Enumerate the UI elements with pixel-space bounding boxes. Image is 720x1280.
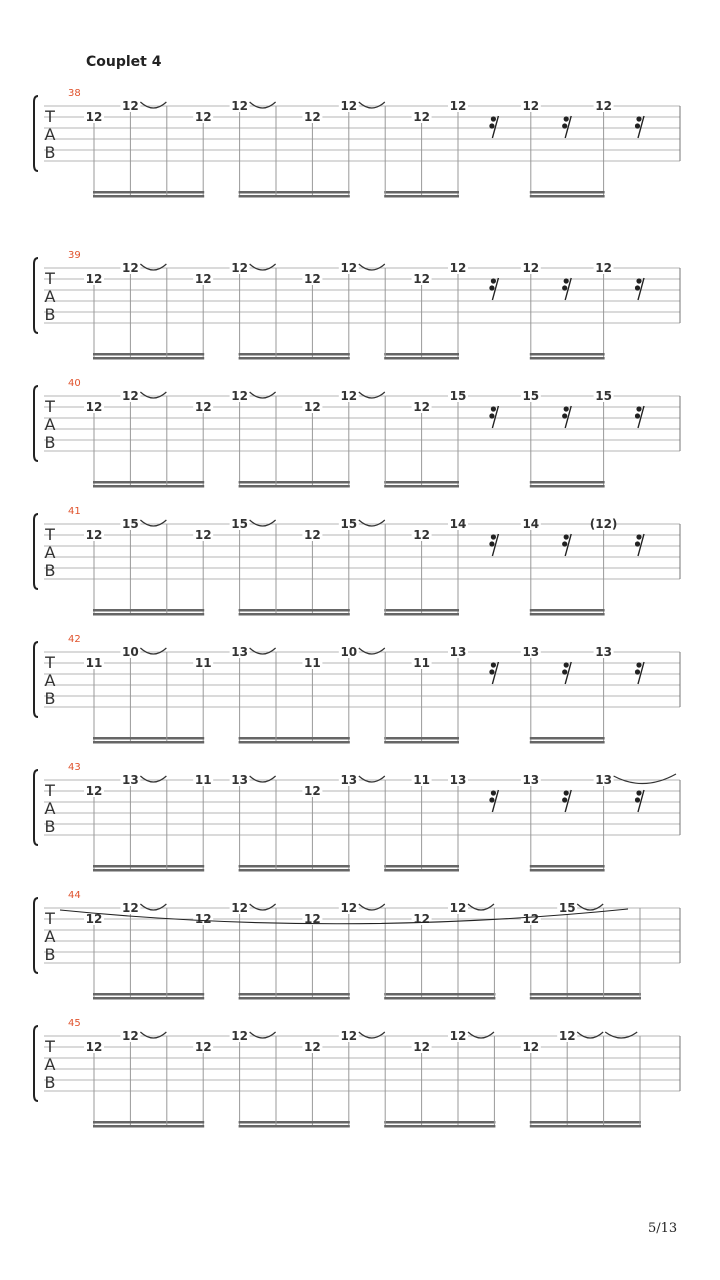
system-bracket [34,96,38,171]
tab-clef-letter: B [44,945,56,964]
fret-number: 12 [194,400,212,414]
section-title: Couplet 4 [86,54,162,70]
measure-number: 45 [68,1018,81,1029]
fret-number: 12 [194,912,212,926]
rest-flag [489,285,494,290]
tie-arc [140,264,166,270]
beam [239,191,350,194]
beam [384,737,459,740]
beam [93,191,204,194]
fret-number: 12 [522,261,540,275]
tab-clef-letter: T [45,909,55,928]
beam [239,609,350,612]
rest-flag [635,541,640,546]
tab-clef-letter: T [45,107,55,126]
page-indicator: 5/13 [648,1221,678,1236]
measure-number: 39 [68,250,81,261]
beam [530,869,605,872]
rest-flag [562,123,567,128]
rest-flag [491,278,496,283]
beam [239,993,350,996]
beam [93,1121,204,1124]
rest-flag [564,662,569,667]
fret-number: 12 [340,1029,358,1043]
tie-arc [577,904,603,910]
rest-flag [564,116,569,121]
rest-flag [635,285,640,290]
beam [93,353,204,356]
measure-number: 40 [68,378,81,389]
fret-number: 12 [85,528,103,542]
beam [384,997,495,1000]
fret-number: 15 [340,517,358,531]
fret-number: 12 [231,1029,248,1043]
fret-number: 12 [340,901,358,915]
system-bracket [34,386,38,461]
system-bracket [34,258,38,333]
beam [384,353,459,356]
rest-flag [635,669,640,674]
tie-arc [468,1032,494,1038]
fret-number: 12 [304,528,321,542]
fret-number: 11 [413,656,430,670]
measure-number: 38 [68,88,81,99]
tab-clef-letter: B [44,433,56,452]
fret-number: 12 [85,1040,103,1054]
tab-clef-letter: T [45,1037,55,1056]
beam [530,993,641,996]
fret-number: 12 [194,272,212,286]
fret-number: 11 [194,656,212,670]
fret-number: 14 [522,517,540,531]
rest-flag [562,413,567,418]
fret-number: 12 [558,1029,576,1043]
fret-number: 10 [122,645,139,659]
rest-flag [564,790,569,795]
tie-arc [605,1032,637,1038]
fret-number: 13 [522,773,540,787]
beam [530,609,605,612]
tab-clef-letter: B [44,561,56,580]
beam [93,741,204,744]
beam [384,191,459,194]
fret-number: 12 [413,272,430,286]
rest-flag [564,534,569,539]
rest-flag [564,406,569,411]
beam [239,1125,350,1128]
tie-arc [140,904,166,910]
tie-arc [250,648,276,654]
beam [384,613,459,616]
beam [530,741,605,744]
fret-number: 12 [304,784,321,798]
fret-number: 12 [340,389,358,403]
fret-number: (12) [589,517,618,531]
fret-number: 15 [522,389,540,403]
fret-number: 10 [340,645,358,659]
beam [384,1121,495,1124]
rest-flag [489,669,494,674]
fret-number: 12 [413,1040,430,1054]
fret-number: 12 [122,1029,139,1043]
rest-flag [562,285,567,290]
fret-number: 12 [595,99,612,113]
beam [530,353,605,356]
measure-number: 44 [68,890,81,901]
tie-arc [140,776,166,782]
fret-number: 12 [85,400,103,414]
fret-number: 12 [304,400,321,414]
fret-number: 12 [340,261,358,275]
tie-arc [359,1032,385,1038]
fret-number: 12 [449,901,467,915]
beam [239,869,350,872]
tie-arc [140,392,166,398]
beam [384,1125,495,1128]
fret-number: 12 [522,1040,540,1054]
beam [384,993,495,996]
tab-clef-letter: B [44,1073,56,1092]
tie-arc [250,904,276,910]
beam [93,737,204,740]
beam [239,865,350,868]
beam [530,191,605,194]
tie-arc [250,264,276,270]
beam [239,357,350,360]
tab-clef-letter: T [45,781,55,800]
system-bracket [34,1026,38,1101]
beam [239,353,350,356]
rest-flag [564,278,569,283]
tie-arc [250,102,276,108]
tie-arc [140,1032,166,1038]
rest-flag [636,662,641,667]
beam [93,357,204,360]
tab-clef-letter: B [44,817,56,836]
measure-number: 43 [68,762,81,773]
fret-number: 12 [85,272,103,286]
rest-flag [489,797,494,802]
beam [239,741,350,744]
fret-number: 15 [231,517,248,531]
tie-arc [250,392,276,398]
fret-number: 15 [558,901,576,915]
measure-number: 41 [68,506,81,517]
beam [239,997,350,1000]
beam [239,195,350,198]
beam [239,737,350,740]
tie-arc [359,776,385,782]
beam [239,1121,350,1124]
beam [530,485,605,488]
tab-clef-letter: A [44,543,56,562]
fret-number: 12 [122,99,139,113]
fret-number: 13 [122,773,139,787]
fret-number: 12 [122,389,139,403]
rest-flag [562,541,567,546]
beam [530,737,605,740]
tie-arc [140,520,166,526]
tab-clef-letter: T [45,653,55,672]
tie-arc [359,392,385,398]
beam [93,613,204,616]
fret-number: 12 [522,912,540,926]
tie-arc [577,1032,603,1038]
fret-number: 13 [595,645,612,659]
rest-flag [491,406,496,411]
fret-number: 12 [85,784,103,798]
fret-number: 13 [231,645,248,659]
rest-flag [636,278,641,283]
tie-arc [359,904,385,910]
tab-clef-letter: T [45,269,55,288]
tie-arc [359,264,385,270]
rest-flag [635,797,640,802]
system-bracket [34,770,38,845]
fret-number: 12 [340,99,358,113]
fret-number: 12 [122,901,139,915]
beam [93,485,204,488]
fret-number: 13 [449,773,467,787]
tab-clef-letter: B [44,143,56,162]
beam [530,357,605,360]
system-bracket [34,898,38,973]
beam [93,609,204,612]
rest-flag [489,413,494,418]
beam [530,481,605,484]
beam [384,481,459,484]
beam [384,485,459,488]
fret-number: 15 [122,517,139,531]
beam [93,1125,204,1128]
fret-number: 12 [231,389,248,403]
beam [93,997,204,1000]
rest-flag [636,534,641,539]
beam [530,997,641,1000]
fret-number: 12 [413,528,430,542]
tab-clef-letter: B [44,305,56,324]
fret-number: 12 [449,1029,467,1043]
fret-number: 13 [231,773,248,787]
fret-number: 14 [449,517,467,531]
rest-flag [562,669,567,674]
tie-arc [250,520,276,526]
fret-number: 12 [413,400,430,414]
fret-number: 13 [340,773,358,787]
fret-number: 15 [595,389,612,403]
fret-number: 13 [522,645,540,659]
fret-number: 12 [231,261,248,275]
rest-flag [489,123,494,128]
measure-number: 42 [68,634,81,645]
fret-number: 12 [413,912,430,926]
fret-number: 12 [194,1040,212,1054]
beam [384,609,459,612]
beam [384,357,459,360]
fret-number: 12 [194,110,212,124]
tie-arc [614,774,676,784]
beam [239,613,350,616]
tab-clef-letter: T [45,525,55,544]
beam [384,869,459,872]
fret-number: 12 [122,261,139,275]
rest-flag [491,116,496,121]
rest-flag [491,662,496,667]
fret-number: 12 [231,901,248,915]
rest-flag [491,790,496,795]
rest-flag [636,790,641,795]
beam [530,865,605,868]
fret-number: 12 [304,110,321,124]
tie-arc [359,102,385,108]
beam [93,195,204,198]
tie-arc [250,1032,276,1038]
fret-number: 12 [304,272,321,286]
tab-clef-letter: A [44,799,56,818]
tie-arc [140,648,166,654]
rest-flag [562,797,567,802]
fret-number: 11 [194,773,212,787]
fret-number: 12 [85,912,103,926]
fret-number: 12 [194,528,212,542]
rest-flag [636,406,641,411]
fret-number: 13 [595,773,612,787]
tab-clef-letter: A [44,415,56,434]
beam [239,485,350,488]
beam [384,741,459,744]
beam [530,1125,641,1128]
beam [93,865,204,868]
beam [384,865,459,868]
rest-flag [636,116,641,121]
tie-arc [140,102,166,108]
fret-number: 12 [231,99,248,113]
beam [530,195,605,198]
tab-clef-letter: T [45,397,55,416]
rest-flag [635,123,640,128]
fret-number: 15 [449,389,467,403]
tab-clef-letter: A [44,1055,56,1074]
tab-clef-letter: B [44,689,56,708]
beam [530,613,605,616]
rest-flag [491,534,496,539]
fret-number: 11 [85,656,103,670]
beam [93,869,204,872]
fret-number: 11 [413,773,430,787]
fret-number: 12 [595,261,612,275]
fret-number: 12 [413,110,430,124]
fret-number: 12 [449,99,467,113]
rest-flag [489,541,494,546]
tab-clef-letter: A [44,125,56,144]
fret-number: 12 [449,261,467,275]
system-bracket [34,642,38,717]
tie-arc [359,648,385,654]
beam [384,195,459,198]
fret-number: 11 [304,656,321,670]
beam [93,481,204,484]
beam [530,1121,641,1124]
beam [239,481,350,484]
tie-arc [468,904,494,910]
fret-number: 12 [522,99,540,113]
tab-clef-letter: A [44,671,56,690]
system-bracket [34,514,38,589]
tab-clef-letter: A [44,287,56,306]
beam [93,993,204,996]
fret-number: 12 [304,1040,321,1054]
tie-arc [359,520,385,526]
rest-flag [635,413,640,418]
tie-arc [250,776,276,782]
fret-number: 12 [304,912,321,926]
fret-number: 12 [85,110,103,124]
tab-clef-letter: A [44,927,56,946]
fret-number: 13 [449,645,467,659]
